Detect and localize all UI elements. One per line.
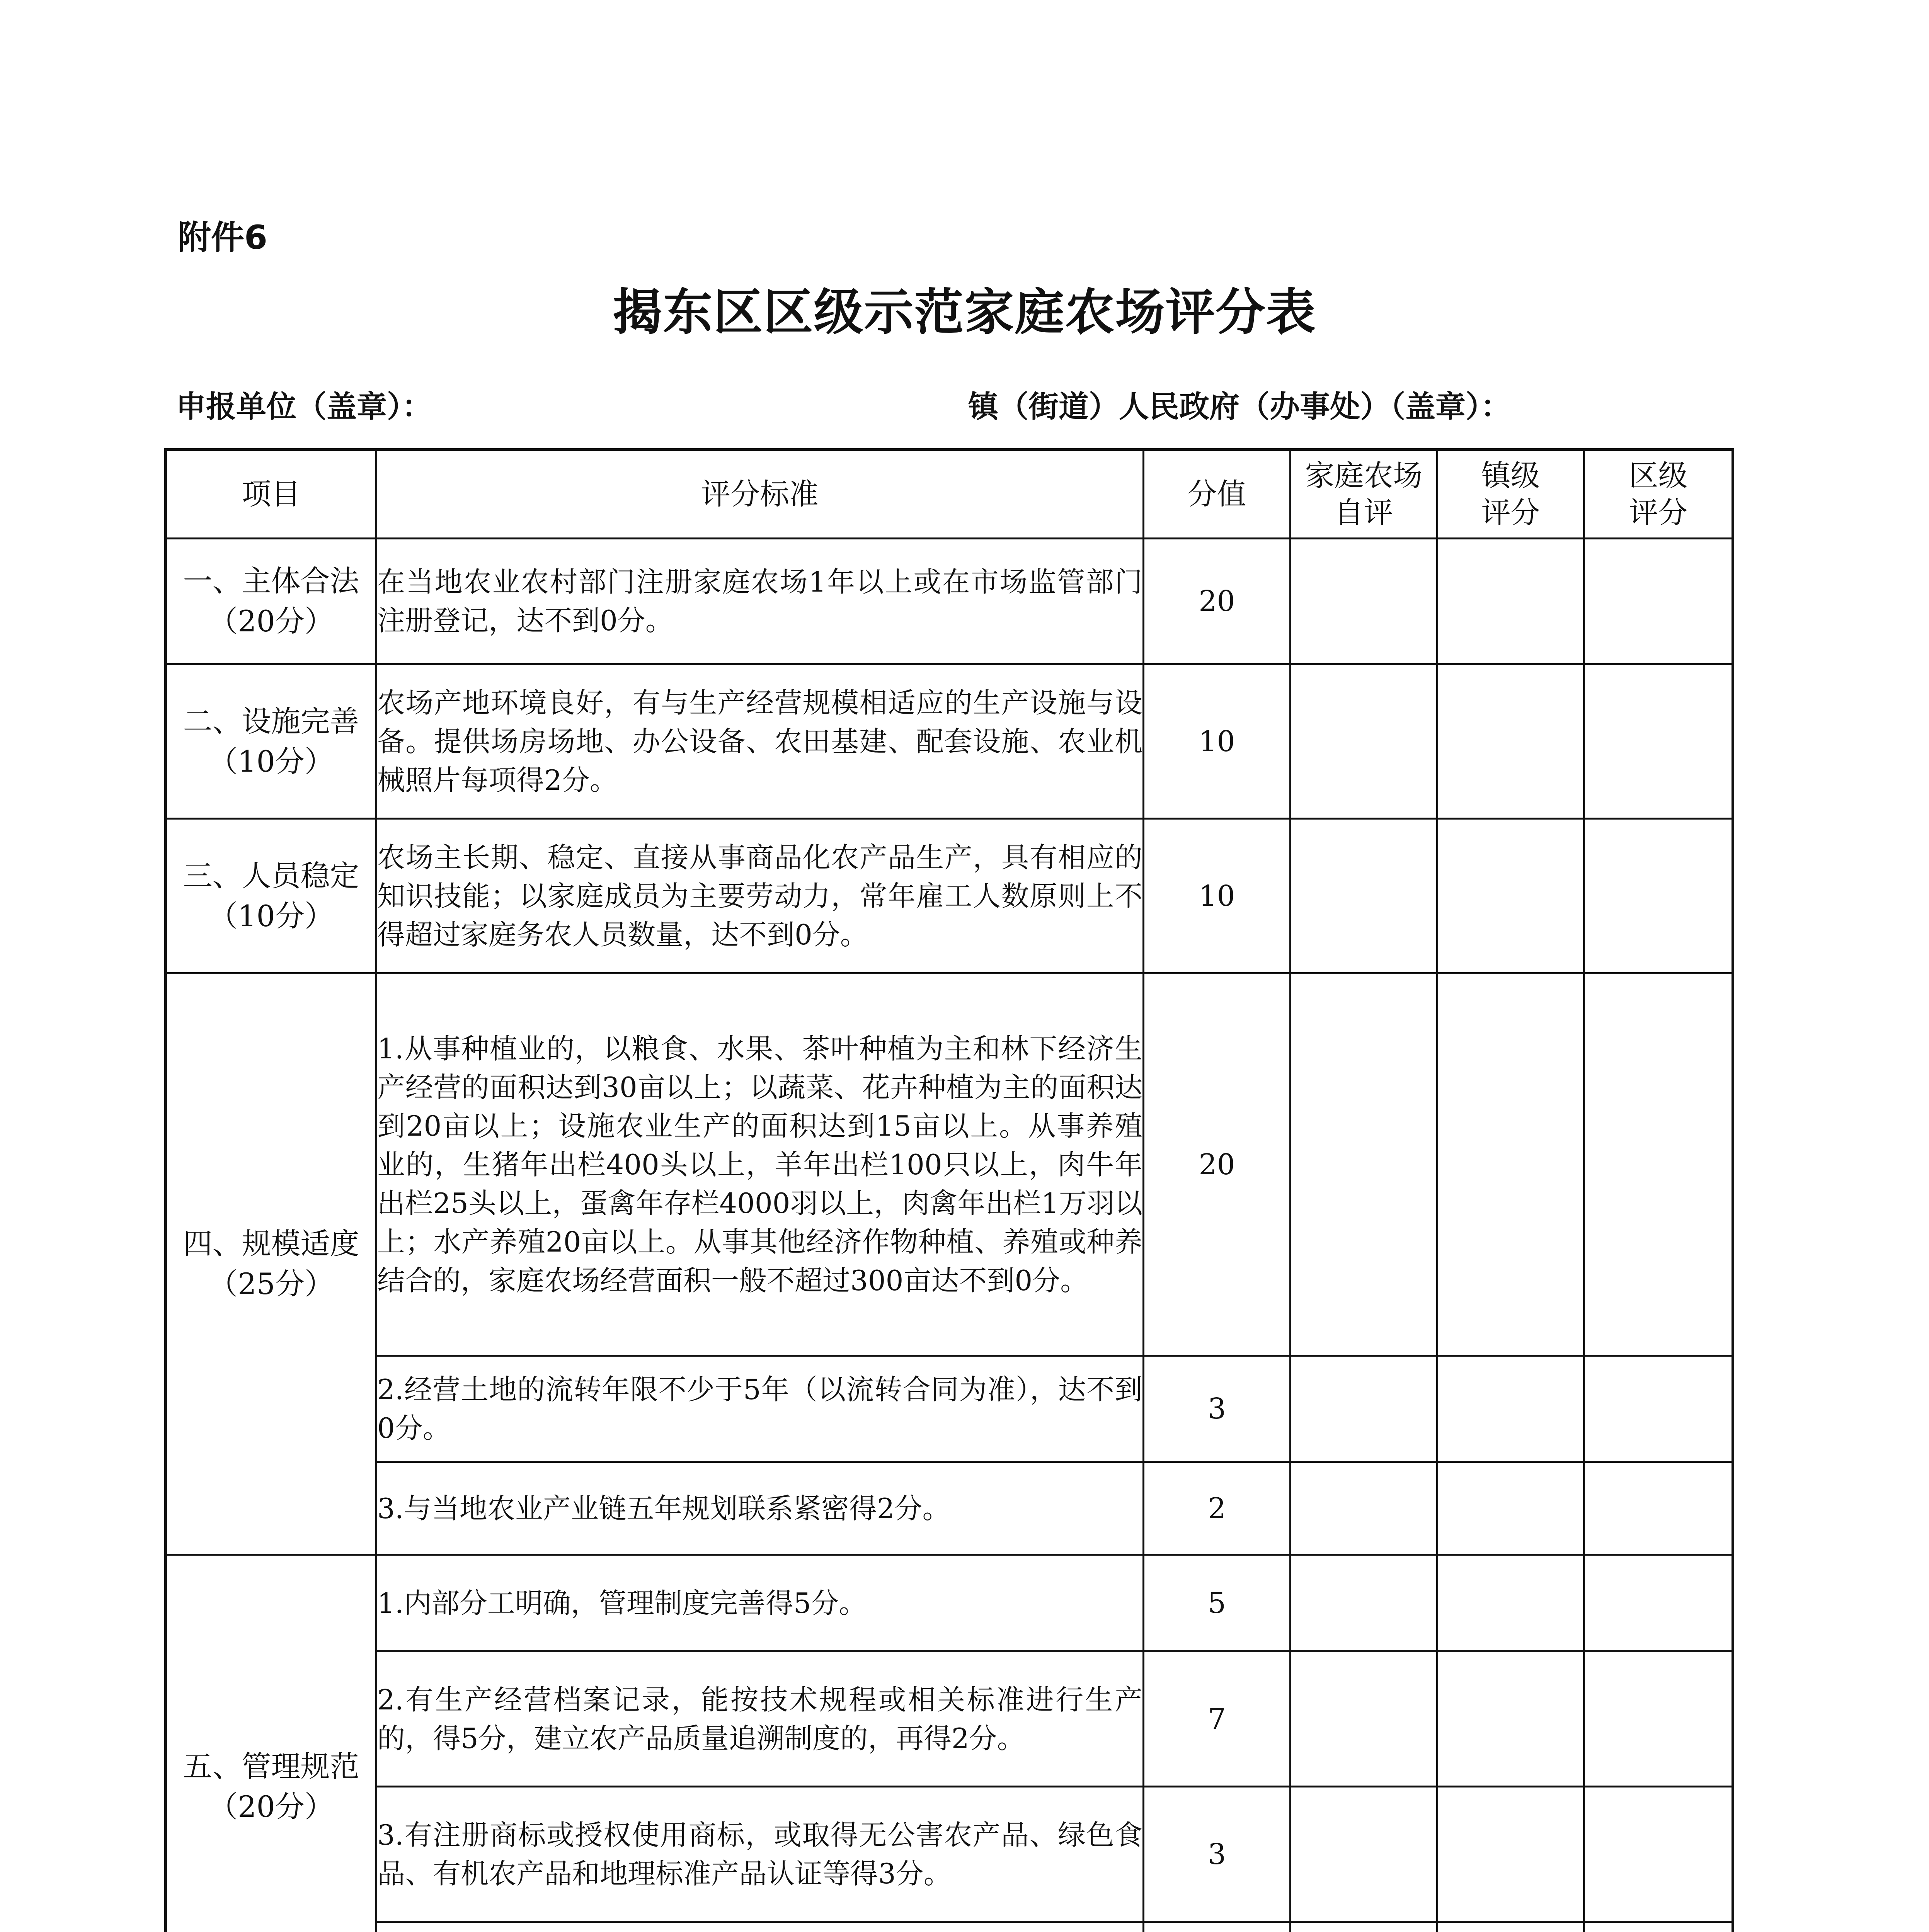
document-title: 揭东区区级示范家庭农场评分表 xyxy=(613,283,1316,341)
town-score-input-cell[interactable] xyxy=(1437,1462,1584,1555)
header-item: 项目 xyxy=(166,450,376,539)
header-row xyxy=(166,450,1733,539)
self-score-input-cell[interactable] xyxy=(1291,664,1437,819)
town-score-input-cell[interactable] xyxy=(1437,1651,1584,1787)
table-row xyxy=(166,1787,1733,1922)
town-score-input-cell[interactable] xyxy=(1437,539,1584,664)
score-cell xyxy=(1144,1922,1291,1932)
district-score-input-cell[interactable] xyxy=(1584,1356,1733,1462)
town-score-input-cell[interactable] xyxy=(1437,973,1584,1356)
category-cell xyxy=(166,819,376,973)
district-score-input-cell[interactable] xyxy=(1584,1651,1733,1787)
town-score-input-cell[interactable] xyxy=(1437,1356,1584,1462)
scoring-table xyxy=(164,448,1734,1932)
self-score-input-cell[interactable] xyxy=(1291,1922,1437,1932)
self-score-input-cell[interactable] xyxy=(1291,973,1437,1356)
table-row xyxy=(166,664,1733,819)
category-cell xyxy=(166,973,376,1555)
category-cell xyxy=(166,1555,376,1932)
self-score-input-cell[interactable] xyxy=(1291,1462,1437,1555)
criteria-cell: 1.从事种植业的，以粮食、水果、茶叶种植为主和林下经济生产经营的面积达到30亩以上；以蔬菜、花卉种植为主的面积达到20亩以上；设施农业生产的面积达到15亩以上。从事养殖业的，生猪年出栏400头以上，羊年出栏100只以上，肉牛年出栏25头以上，蛋禽年存栏4000羽以上，肉禽年出栏1万羽以上；水产养殖20亩以上。从事其他经济作物种植、养殖或种养结合的，家庭农场经营面积一般不超过300亩达不到0分。 xyxy=(376,973,1144,1356)
district-score-input-cell[interactable] xyxy=(1584,819,1733,973)
annex-label: 附件6 xyxy=(178,218,267,257)
category-name: 五、管理规范 xyxy=(183,1749,359,1784)
self-score-input-cell[interactable] xyxy=(1291,1555,1437,1651)
criteria-cell: 在当地农业农村部门注册家庭农场1年以上或在市场监管部门注册登记，达不到0分。 xyxy=(376,539,1144,664)
applicant-label: 申报单位（盖章）： xyxy=(176,389,432,424)
header-self-line1: 家庭农场 xyxy=(1305,458,1423,493)
header-self-line2: 自评 xyxy=(1334,495,1393,530)
self-score-input-cell[interactable] xyxy=(1291,1651,1437,1787)
self-score-input-cell[interactable] xyxy=(1291,819,1437,973)
table-row xyxy=(166,1356,1733,1462)
header-score: 分值 xyxy=(1144,450,1291,539)
score-cell: 10 xyxy=(1144,819,1291,973)
category-cell xyxy=(166,664,376,819)
table-row xyxy=(166,1462,1733,1555)
header-self-evaluation xyxy=(1291,450,1437,539)
score-cell: 5 xyxy=(1144,1555,1291,1651)
district-score-input-cell[interactable] xyxy=(1584,539,1733,664)
category-points: （10分） xyxy=(208,744,334,779)
category-name: 二、设施完善 xyxy=(183,704,359,738)
district-score-input-cell[interactable] xyxy=(1584,1462,1733,1555)
district-score-input-cell[interactable] xyxy=(1584,1922,1733,1932)
self-score-input-cell[interactable] xyxy=(1291,539,1437,664)
town-score-input-cell[interactable] xyxy=(1437,664,1584,819)
criteria-cell xyxy=(376,1922,1144,1932)
score-cell: 20 xyxy=(1144,973,1291,1356)
criteria-cell: 3.有注册商标或授权使用商标，或取得无公害农产品、绿色食品、有机农产品和地理标准产品认证等得3分。 xyxy=(376,1787,1144,1922)
header-criteria: 评分标准 xyxy=(376,450,1144,539)
score-cell: 3 xyxy=(1144,1356,1291,1462)
score-cell: 10 xyxy=(1144,664,1291,819)
town-government-label: 镇（街道）人民政府（办事处）（盖章）： xyxy=(968,389,1511,424)
score-cell: 7 xyxy=(1144,1651,1291,1787)
category-name: 三、人员稳定 xyxy=(183,858,359,893)
table-row xyxy=(166,819,1733,973)
district-score-input-cell[interactable] xyxy=(1584,1787,1733,1922)
district-score-input-cell[interactable] xyxy=(1584,664,1733,819)
district-score-input-cell[interactable] xyxy=(1584,973,1733,1356)
header-district-score xyxy=(1584,450,1733,539)
town-score-input-cell[interactable] xyxy=(1437,1922,1584,1932)
criteria-cell: 3.与当地农业产业链五年规划联系紧密得2分。 xyxy=(376,1462,1144,1555)
table-row xyxy=(166,1651,1733,1787)
table-row xyxy=(166,1922,1733,1932)
criteria-cell: 1.内部分工明确，管理制度完善得5分。 xyxy=(376,1555,1144,1651)
score-cell: 3 xyxy=(1144,1787,1291,1922)
header-town-score xyxy=(1437,450,1584,539)
town-score-input-cell[interactable] xyxy=(1437,1555,1584,1651)
category-points: （10分） xyxy=(208,898,334,933)
header-town-line2: 评分 xyxy=(1481,495,1540,530)
category-points: （25分） xyxy=(208,1267,334,1301)
category-cell xyxy=(166,539,376,664)
criteria-cell: 农场产地环境良好，有与生产经营规模相适应的生产设施与设备。提供场房场地、办公设备、农田基建、配套设施、农业机械照片每项得2分。 xyxy=(376,664,1144,819)
table-row xyxy=(166,973,1733,1356)
town-score-input-cell[interactable] xyxy=(1437,1787,1584,1922)
header-town-line1: 镇级 xyxy=(1481,458,1540,493)
score-cell: 2 xyxy=(1144,1462,1291,1555)
self-score-input-cell[interactable] xyxy=(1291,1787,1437,1922)
category-name: 一、主体合法 xyxy=(183,564,359,598)
category-points: （20分） xyxy=(208,1789,334,1824)
district-score-input-cell[interactable] xyxy=(1584,1555,1733,1651)
town-score-input-cell[interactable] xyxy=(1437,819,1584,973)
score-cell: 20 xyxy=(1144,539,1291,664)
criteria-cell: 2.有生产经营档案记录，能按技术规程或相关标准进行生产的，得5分，建立农产品质量追溯制度的，再得2分。 xyxy=(376,1651,1144,1787)
category-points: （20分） xyxy=(208,604,334,638)
table-row xyxy=(166,1555,1733,1651)
criteria-cell: 农场主长期、稳定、直接从事商品化农产品生产，具有相应的知识技能；以家庭成员为主要劳动力，常年雇工人数原则上不得超过家庭务农人员数量，达不到0分。 xyxy=(376,819,1144,973)
table-row xyxy=(166,539,1733,664)
header-district-line1: 区级 xyxy=(1629,458,1688,493)
header-district-line2: 评分 xyxy=(1629,495,1688,530)
category-name: 四、规模适度 xyxy=(183,1226,359,1261)
self-score-input-cell[interactable] xyxy=(1291,1356,1437,1462)
criteria-cell: 2.经营土地的流转年限不少于5年（以流转合同为准），达不到0分。 xyxy=(376,1356,1144,1462)
